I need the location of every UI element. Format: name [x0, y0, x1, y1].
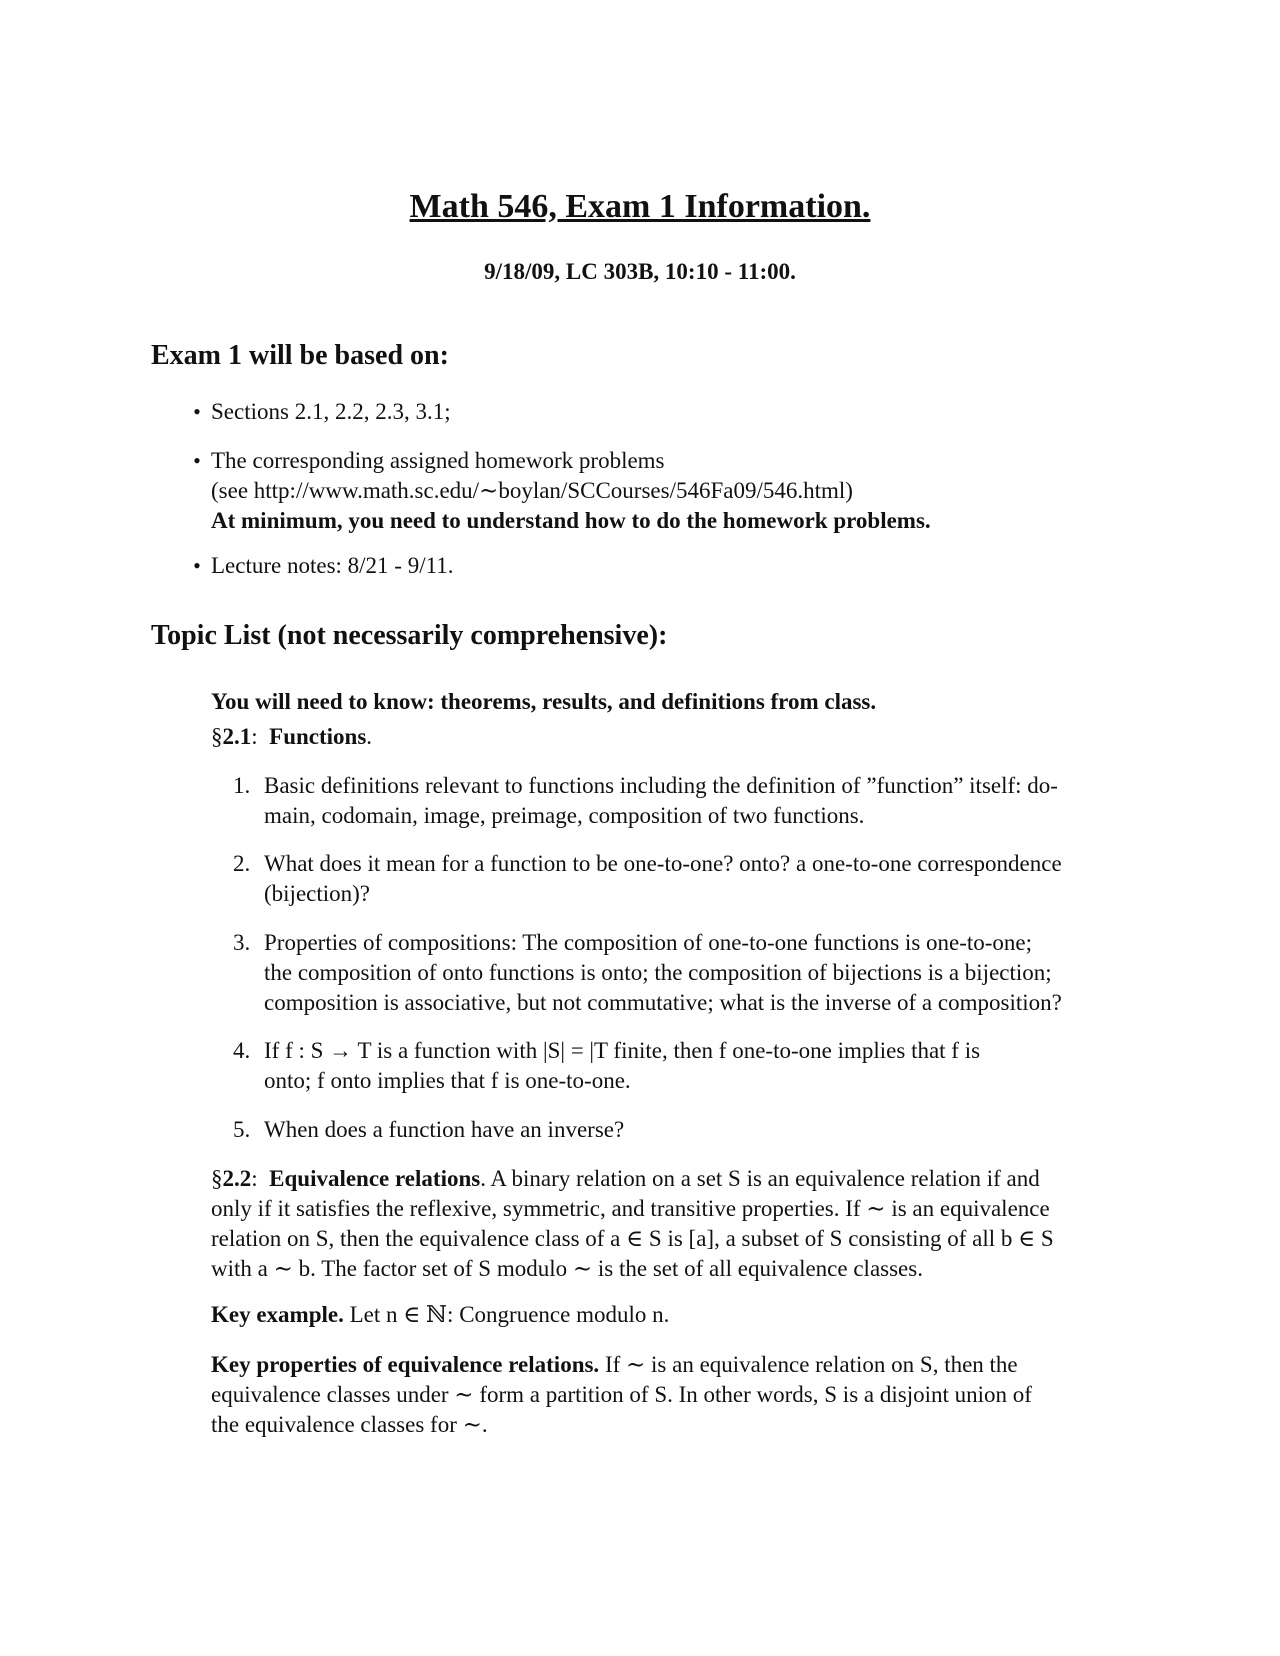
key-properties-label: Key properties of equivalence relations. [211, 1352, 600, 1377]
item-number: 2. [233, 851, 251, 876]
item-line: When does a function have an inverse? [264, 1117, 625, 1142]
homework-emphasis: At minimum, you need to understand how to do the homework problems. [211, 508, 931, 533]
key-example-text: Let n ∈ ℕ: Congruence modulo n. [343, 1302, 670, 1327]
paragraph-line: equivalence classes under ∼ form a partition of S. In other words, S is a disjoint union of [211, 1382, 1032, 1407]
section-name: Functions [269, 724, 367, 749]
item-line: (bijection)? [264, 881, 371, 906]
item-number: 4. [233, 1038, 251, 1063]
item-number: 5. [233, 1117, 251, 1142]
item-line: If f : S → T is a function with |S| = |T finite, then f one-to-one implies that f is [264, 1038, 981, 1063]
section-2-1-heading [211, 722, 1131, 752]
bullet-icon: • [193, 399, 201, 424]
paragraph-line: If ∼ is an equivalence relation on S, then the [599, 1352, 1018, 1377]
paragraph-line: the equivalence classes for ∼. [211, 1412, 488, 1437]
paragraph-line: relation on S, then the equivalence class of a ∈ S is [a], a subset of S consisting of all b ∈ S [211, 1226, 1054, 1251]
exam-basis-heading: Exam 1 will be based on: [151, 340, 449, 371]
bullet-icon: • [193, 448, 201, 473]
exam-details: 9/18/09, LC 303B, 10:10 - 11:00. [484, 259, 796, 284]
section-period: . [366, 724, 373, 749]
section-colon: : [251, 724, 258, 749]
homework-link: (see http://www.math.sc.edu/∼boylan/SCCourses/546Fa09/546.html) [211, 478, 853, 503]
key-example-label: Key example. [211, 1302, 344, 1327]
item-line: composition is associative, but not commutative; what is the inverse of a composition? [264, 990, 1062, 1015]
list-item-text: The corresponding assigned homework problems [211, 448, 665, 473]
bullet-icon: • [193, 553, 201, 578]
paragraph-line: . A binary relation on a set S is an equivalence relation if and [480, 1166, 1040, 1191]
topics-intro: You will need to know: theorems, results, and definitions from class. [211, 689, 877, 714]
section-number: 2.1 [222, 724, 252, 749]
item-line: Properties of compositions: The composition of one-to-one functions is one-to-one; [264, 930, 1033, 955]
key-example [211, 1300, 1131, 1330]
section-number: 2.2 [222, 1166, 252, 1191]
topic-list-heading: Topic List (not necessarily comprehensive): [151, 620, 668, 651]
key-properties [211, 1350, 1131, 1440]
section-name: Equivalence relations [269, 1166, 481, 1191]
item-line: the composition of onto functions is onto; the composition of bijections is a bijection; [264, 960, 1052, 985]
section-mark: § [211, 1166, 223, 1191]
item-line: What does it mean for a function to be one-to-one? onto? a one-to-one correspondence [264, 851, 1062, 876]
item-number: 3. [233, 930, 251, 955]
paragraph-line: only if it satisfies the reflexive, symmetric, and transitive properties. If ∼ is an equivalence [211, 1196, 1050, 1221]
list-item-text: Sections 2.1, 2.2, 2.3, 3.1; [211, 399, 451, 424]
section-2-2-paragraph [211, 1164, 1131, 1284]
page-title: Math 546, Exam 1 Information. [409, 188, 871, 225]
paragraph-line: with a ∼ b. The factor set of S modulo ∼ is the set of all equivalence classes. [211, 1256, 923, 1281]
item-line: Basic definitions relevant to functions including the definition of ”function” itself: do- [264, 773, 1058, 798]
section-colon: : [251, 1166, 258, 1191]
list-item-text: Lecture notes: 8/21 - 9/11. [211, 553, 454, 578]
item-line: main, codomain, image, preimage, composition of two functions. [264, 803, 865, 828]
section-mark: § [211, 724, 223, 749]
item-line: onto; f onto implies that f is one-to-one. [264, 1068, 631, 1093]
item-number: 1. [233, 773, 251, 798]
